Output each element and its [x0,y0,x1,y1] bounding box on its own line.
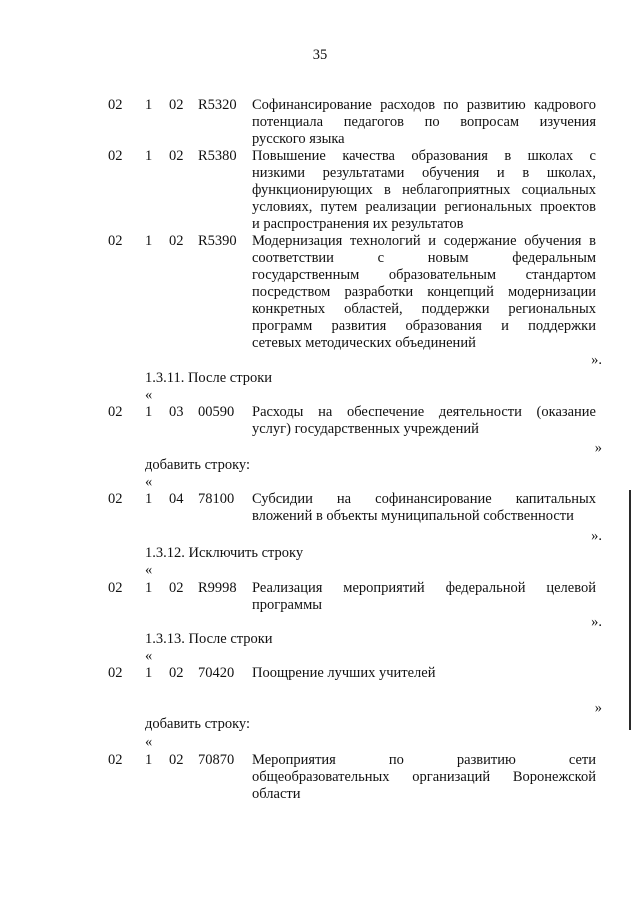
program-code: 02 [169,580,184,596]
section-code: 02 [108,148,123,164]
section-code: 02 [108,97,123,113]
subsection-code: 1 [145,233,153,249]
description-line: условиях, путем реализации региональных проектов [252,199,596,215]
description-line: Расходы на обеспечение деятельности (оказание [252,404,596,420]
opening-quote: « [145,474,153,490]
closing-quote: ». [591,352,602,368]
description-line: Мероприятия по развитию сети [252,752,596,768]
closing-quote: ». [591,528,602,544]
description-line: русского языка [252,131,345,147]
subsection-code: 1 [145,752,153,768]
subsection-code: 1 [145,491,153,507]
closing-quote: » [594,440,602,456]
section-code: 02 [108,580,123,596]
row-description [252,665,596,682]
row-description [252,580,596,614]
instruction-text: добавить строку: [145,457,250,473]
expense-code: 70870 [198,752,235,768]
description-line: вложений в объекты муниципальной собственности [252,508,574,524]
description-line: Поощрение лучших учителей [252,665,436,681]
instruction-text: 1.3.13. После строки [145,631,273,647]
subsection-code: 1 [145,97,153,113]
program-code: 02 [169,752,184,768]
subsection-code: 1 [145,580,153,596]
program-code: 02 [169,233,184,249]
subsection-code: 1 [145,404,153,420]
description-line: сетевых методических объединений [252,335,476,351]
expense-code: R5320 [198,97,237,113]
instruction-text: 1.3.12. Исключить строку [145,545,304,561]
closing-quote: ». [591,614,602,630]
expense-code: R9998 [198,580,237,596]
expense-code: 78100 [198,491,235,507]
description-line: Субсидии на софинансирование капитальных [252,491,596,507]
scan-edge-line [629,490,631,730]
section-code: 02 [108,752,123,768]
description-line: соответствии с новым федеральным [252,250,596,266]
expense-code: 00590 [198,404,235,420]
subsection-code: 1 [145,148,153,164]
opening-quote: « [145,734,153,750]
description-line: Реализация мероприятий федеральной целевой [252,580,596,596]
description-line: государственным образовательным стандартом [252,267,596,283]
opening-quote: « [145,387,153,403]
row-description [252,148,596,233]
program-code: 04 [169,491,184,507]
opening-quote: « [145,648,153,664]
description-line: низкими результатами обучения и в школах, [252,165,596,181]
row-description [252,491,596,525]
description-line: программы [252,597,322,613]
opening-quote: « [145,562,153,578]
description-line: общеобразовательных организаций Воронежской [252,769,596,785]
section-code: 02 [108,665,123,681]
page-number: 35 [312,47,328,63]
program-code: 03 [169,404,184,420]
row-description [252,233,596,352]
section-code: 02 [108,233,123,249]
description-line: услуг) государственных учреждений [252,421,479,437]
row-description [252,97,596,148]
program-code: 02 [169,97,184,113]
program-code: 02 [169,148,184,164]
section-code: 02 [108,491,123,507]
description-line: и распространения их результатов [252,216,464,232]
description-line: конкретных областей, поддержки региональных [252,301,596,317]
description-line: Повышение качества образования в школах с [252,148,596,164]
description-line: функционирующих в неблагоприятных социальных [252,182,596,198]
description-line: посредством разработки концепций модернизации [252,284,596,300]
description-line: Софинансирование расходов по развитию кадрового [252,97,596,113]
section-code: 02 [108,404,123,420]
description-line: области [252,786,301,802]
closing-quote: » [594,700,602,716]
description-line: Модернизация технологий и содержание обучения в [252,233,596,249]
program-code: 02 [169,665,184,681]
row-description [252,404,596,438]
row-description [252,752,596,803]
description-line: программ развития образования и поддержки [252,318,596,334]
instruction-text: добавить строку: [145,716,250,732]
instruction-text: 1.3.11. После строки [145,370,273,386]
expense-code: R5380 [198,148,237,164]
expense-code: 70420 [198,665,235,681]
subsection-code: 1 [145,665,153,681]
expense-code: R5390 [198,233,237,249]
description-line: потенциала педагогов по вопросам изучения [252,114,596,130]
